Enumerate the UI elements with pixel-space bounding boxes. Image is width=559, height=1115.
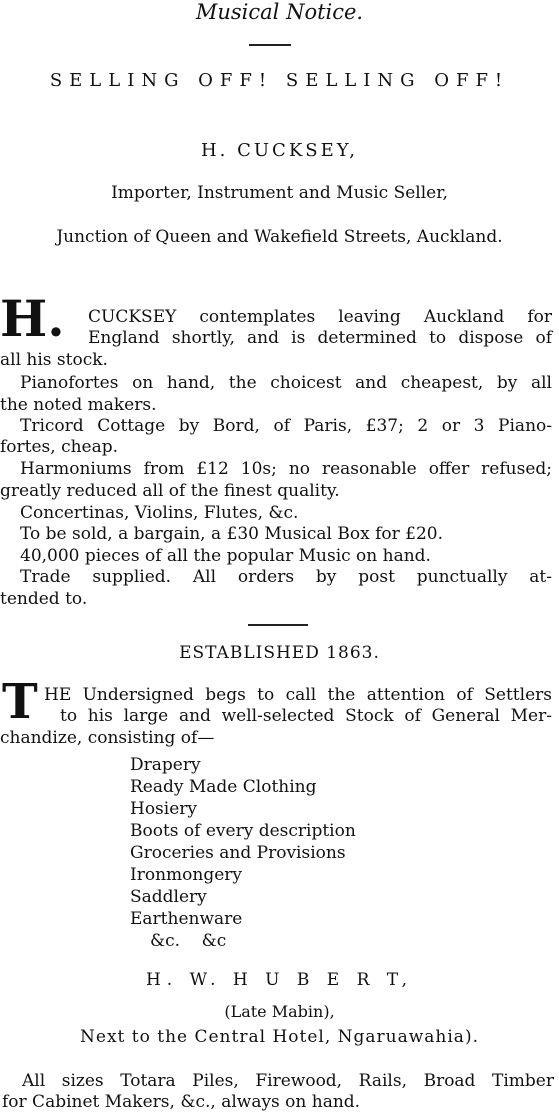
dealer-name: H. CUCKSEY, <box>200 140 359 161</box>
goods-list-item: Groceries and Provisions <box>130 843 346 863</box>
goods-list-item: Boots of every description <box>130 821 356 841</box>
stock-item-line: 40,000 pieces of all the popular Music on hand. <box>20 546 431 566</box>
goods-list-item: Hosiery <box>130 799 198 819</box>
established-heading: ESTABLISHED 1863. <box>179 643 380 663</box>
dealer-address: Junction of Queen and Wakefield Streets, Auckland. <box>56 227 503 247</box>
footer-line: All sizes Totara Piles, Firewood, Rails, Broad Timber <box>22 1071 554 1091</box>
notice-paragraph-line: chandize, consisting of— <box>0 728 215 748</box>
goods-list-item: Drapery <box>130 755 201 775</box>
notice-paragraph-line: CUCKSEY contemplates leaving Auckland for <box>88 307 552 327</box>
stock-item-line: tended to. <box>0 589 88 609</box>
notice-paragraph-line: all his stock. <box>0 350 108 370</box>
stock-item-line: Trade supplied. All orders by post punctually at- <box>20 567 552 587</box>
drop-cap-t: T <box>2 674 38 730</box>
notice-paragraph-line: HE Undersigned begs to call the attention of Settlers <box>44 685 552 705</box>
stock-item-line: Pianofortes on hand, the choicest and cheapest, by all <box>20 373 552 393</box>
stock-item-line: Harmoniums from £12 10s; no reasonable offer refused; <box>20 459 552 479</box>
notice-paragraph-line: England shortly, and is determined to dispose of <box>88 328 552 348</box>
stock-item-line: To be sold, a bargain, a £30 Musical Box for £20. <box>20 524 444 544</box>
musical-notice-heading: Musical Notice. <box>195 0 364 24</box>
divider <box>249 44 291 46</box>
stock-item-line: Concertinas, Violins, Flutes, &c. <box>20 503 299 523</box>
goods-list-item: Earthenware <box>130 909 243 929</box>
goods-list-item: &c. &c <box>150 931 227 951</box>
goods-list-item: Saddlery <box>130 887 207 907</box>
dealer-trade: Importer, Instrument and Music Seller, <box>111 183 448 203</box>
footer-line: for Cabinet Makers, &c., always on hand. <box>2 1092 361 1112</box>
goods-list-item: Ready Made Clothing <box>130 777 317 797</box>
notice-paragraph-line: to his large and well-selected Stock of General Mer- <box>60 706 552 726</box>
merchant-late: (Late Mabin), <box>224 1002 335 1021</box>
drop-cap-h: H. <box>0 289 65 348</box>
stock-item-line: Tricord Cottage by Bord, of Paris, £37; 2 or 3 Piano- <box>20 416 552 436</box>
selling-off-banner: SELLING OFF! SELLING OFF! <box>49 70 510 91</box>
goods-list-item: Ironmongery <box>130 865 243 885</box>
stock-item-line: greatly reduced all of the finest quality. <box>0 481 340 501</box>
merchant-name: H. W. H U B E R T, <box>145 970 414 990</box>
merchant-address: Next to the Central Hotel, Ngaruawahia). <box>80 1027 479 1047</box>
stock-item-line: fortes, cheap. <box>0 437 119 457</box>
stock-item-line: the noted makers. <box>0 395 157 415</box>
divider <box>248 624 308 626</box>
